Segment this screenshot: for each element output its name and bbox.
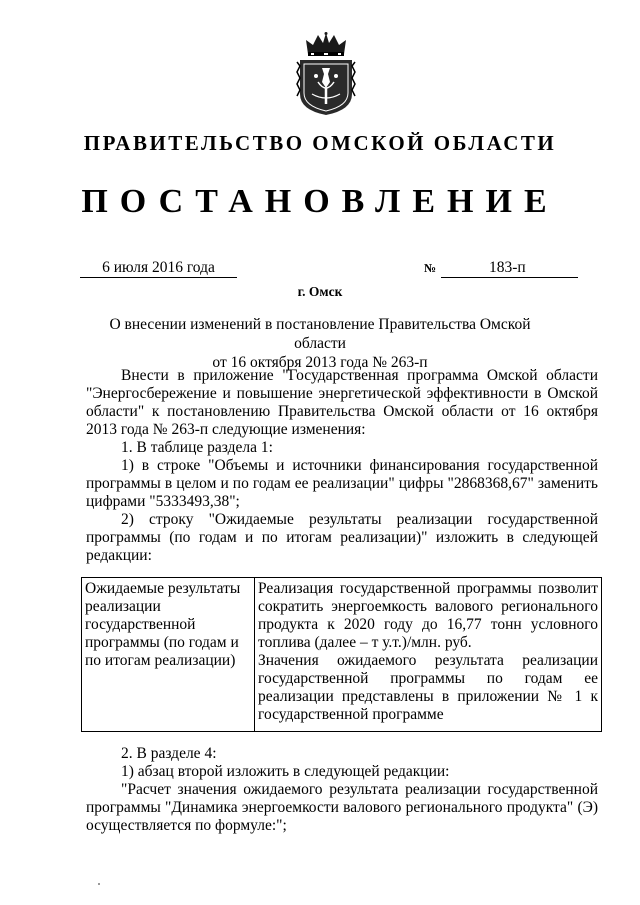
item-1-subitem-2: 2) строку "Ожидаемые результаты реализации государственной программы (по годам и по итогам реализации)" изложить в следующей редакции: — [86, 511, 598, 564]
item-2-subitem-1: 1) абзац второй изложить в следующей редакции: — [121, 763, 450, 780]
amendment-table — [81, 577, 602, 732]
table-cell-value — [255, 578, 602, 732]
government-title: ПРАВИТЕЛЬСТВО ОМСКОЙ ОБЛАСТИ — [83, 131, 557, 155]
item-1: 1. В таблице раздела 1: — [121, 439, 273, 456]
document-body-continued — [86, 745, 598, 835]
item-2: 2. В разделе 4: — [121, 745, 217, 762]
quoted-text: "Расчет значения ожидаемого результата реализации государственной программы "Динамика энергоемкости валового регионального продукта" (Э) осуществляется по формуле:"; — [86, 781, 598, 834]
intro-paragraph: Внести в приложение "Государственная программа Омской области "Энергосбережение и повышение энергетической эффективности в Омской области" к постановлению Правительства Омской области от 16 октября 2013 года № 263-п следующие изменения: — [86, 367, 598, 438]
number-label: № — [424, 261, 437, 275]
document-body — [86, 367, 598, 565]
table-cell-indicator: Ожидаемые результаты реализации государственной программы (по годам и по итогам реализации) — [82, 578, 255, 732]
table-value-paragraph-2: Значения ожидаемого результата реализации государственной программы по годам ее реализации представлены в приложении № 1 к государственной программе — [258, 652, 598, 723]
subject-line-2: от 16 октября 2013 года № 263-п — [212, 354, 428, 371]
document-type: ПОСТАНОВЛЕНИЕ — [81, 183, 559, 220]
item-1-subitem-1: 1) в строке "Объемы и источники финансирования государственной программы в целом и по годам ее реализации" цифры "2868368,67" заменить цифрами "5333493,38"; — [86, 457, 598, 510]
city: г. Омск — [297, 284, 343, 299]
document-date: 6 июля 2016 года — [80, 259, 237, 278]
document-number: 183-п — [441, 259, 578, 278]
table-value-paragraph-1: Реализация государственной программы позволит сократить энергоемкость валового регионального продукта к 2020 году до 16,77 тонн условного топлива (далее – т у.т.)/млн. руб. — [258, 580, 598, 651]
omsk-coat-of-arms — [296, 32, 356, 116]
table-row — [82, 578, 602, 732]
scan-speck — [98, 883, 100, 885]
subject-line-1: О внесении изменений в постановление Правительства Омской области — [109, 316, 531, 352]
document-subject — [90, 315, 550, 372]
